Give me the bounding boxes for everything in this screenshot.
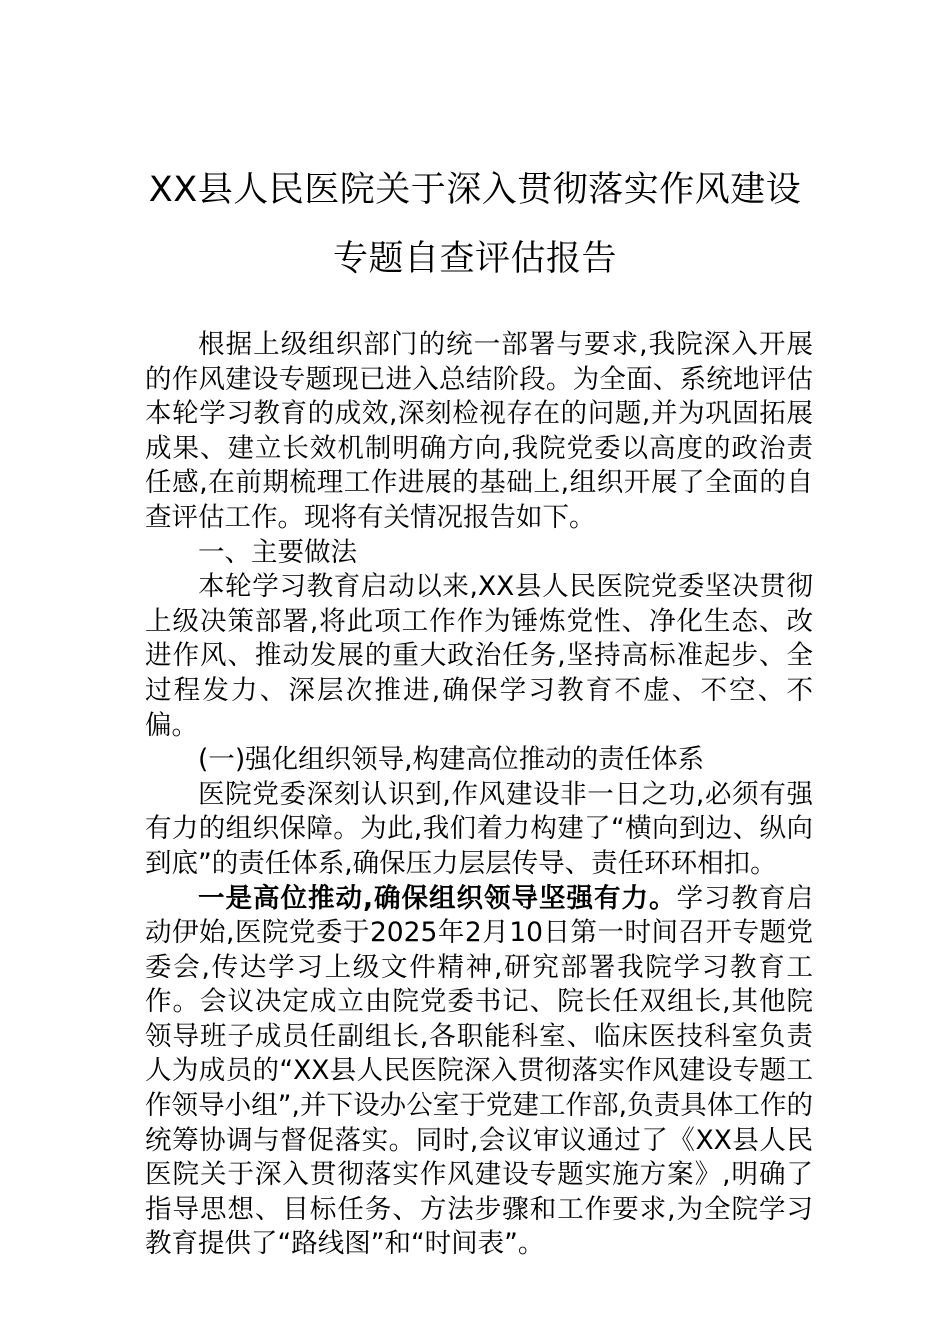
intro-paragraph	[145, 328, 813, 536]
subsection-heading-text: (一)强化组织领导,构建高位推动的责任体系	[198, 744, 705, 776]
high-level-promotion-paragraph	[145, 882, 813, 1263]
subsection-heading-leadership	[145, 743, 813, 778]
paragraph-lead-bold: 一是高位推动,确保组织领导坚强有力。	[198, 882, 677, 914]
paragraph-text: 医院党委深刻认识到,作风建设非一日之功,必须有强有力的组织保障。为此,我们着力构建了“横向到边、纵向到底”的责任体系,确保压力层层传导、责任环环相扣。	[145, 778, 813, 879]
document-title-line-2: 专题自查评估报告	[332, 239, 617, 279]
practices-overview-paragraph	[145, 570, 813, 743]
paragraph-text: 学习教育启动伊始,医院党委于2025年2月10日第一时间召开专题党委会,传达学习上级文件精神,研究部署我院学习教育工作。会议决定成立由院党委书记、院长任双组长,其他院领导班子成员任副组长,各职能科室、临床医技科室负责人为成员的“XX县人民医院深入贯彻落实作风建设专题工作领导小组”,并下设办公室于党建工作部,负责具体工作的统筹协调与督促落实。同时,会议审议通过了《XX县人民医院关于深入贯彻落实作风建设专题实施方案》,明确了指导思想、目标任务、方法步骤和工作要求,为全院学习教育提供了“路线图”和“时间表”。	[145, 882, 814, 1260]
section-heading-main-practices	[145, 536, 813, 571]
document-body	[145, 328, 813, 1262]
section-heading-text: 一、主要做法	[198, 536, 357, 568]
paragraph-text: 本轮学习教育启动以来,XX县人民医院党委坚决贯彻上级决策部署,将此项工作作为锤炼党性、净化生态、改进作风、推动发展的重大政治任务,坚持高标准起步、全过程发力、深层次推进,确保学习教育不虚、不空、不偏。	[145, 571, 813, 741]
leadership-paragraph	[145, 778, 813, 882]
document-title-line-1: XX县人民医院关于深入贯彻落实作风建设	[148, 170, 802, 210]
paragraph-text: 根据上级组织部门的统一部署与要求,我院深入开展的作风建设专题现已进入总结阶段。为全面、系统地评估本轮学习教育的成效,深刻检视存在的问题,并为巩固拓展成果、建立长效机制明确方向,我院党委以高度的政治责任感,在前期梳理工作进展的基础上,组织开展了全面的自查评估工作。现将有关情况报告如下。	[145, 329, 813, 533]
